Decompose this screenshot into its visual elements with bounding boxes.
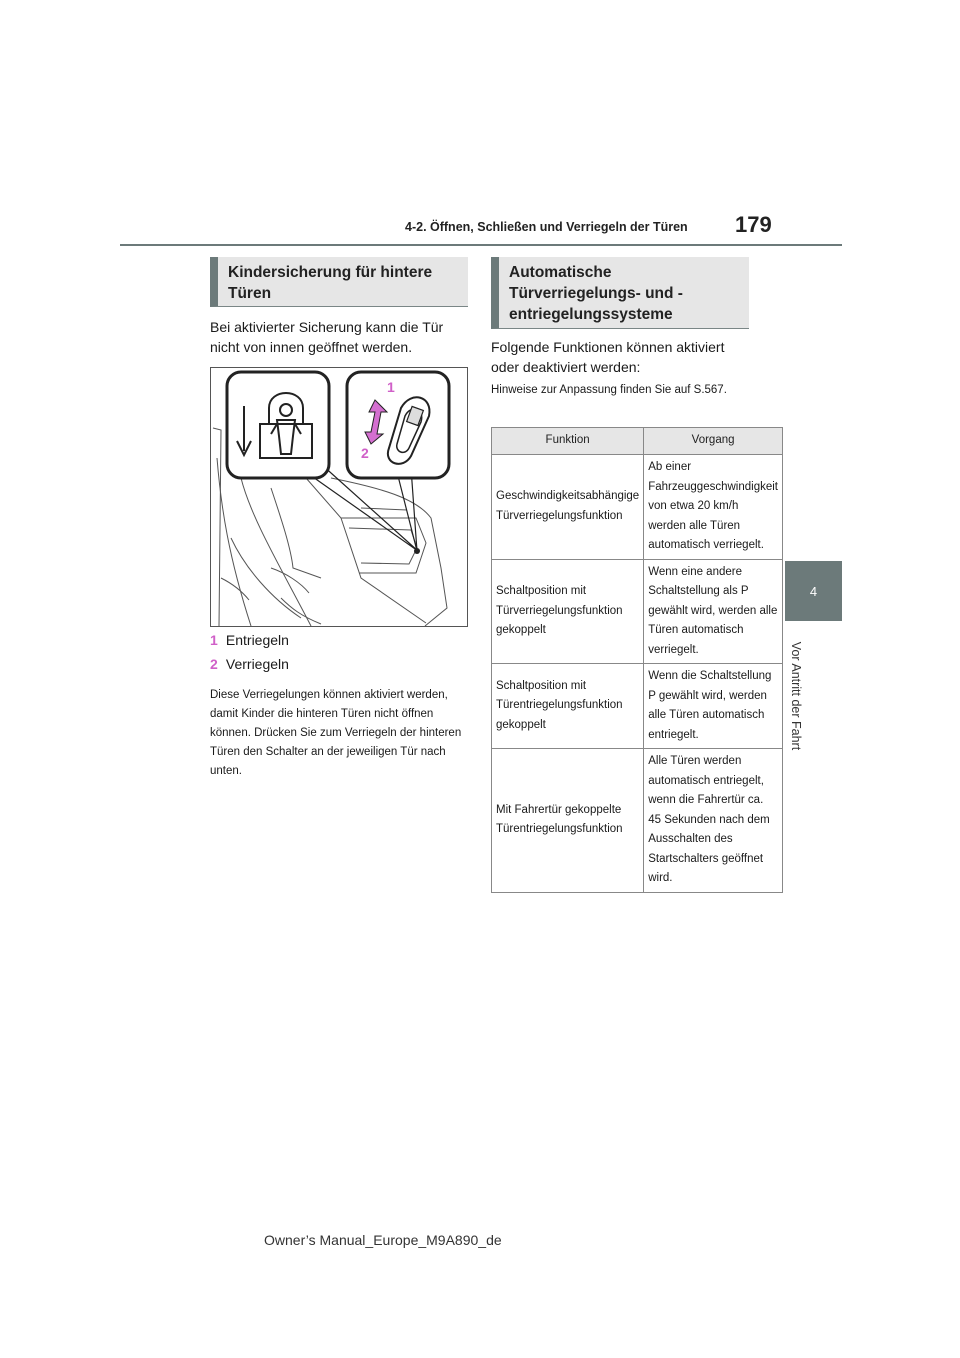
list-item [210,656,289,672]
table-cell-funktion: Mit Fahrertür gekoppelte Türentriegelungsfunktion [492,749,644,893]
function-table [491,427,783,893]
table-cell-vorgang: Alle Türen werden automatisch entriegelt, wenn die Fahrertür ca. 45 Sekunden nach dem Ausschalten des Startschalters geöffnet wird. [644,749,783,893]
callout-label-1: 1 [387,379,395,395]
chapter-title: Vor Antritt der Fahrt [789,641,803,750]
header-divider [120,244,842,246]
page-number: 179 [735,212,772,237]
table-row [492,749,783,893]
table-cell-funktion: Schaltposition mit Türverriegelungsfunktion gekoppelt [492,559,644,664]
list-item [210,632,289,648]
door-illustration [211,368,467,626]
item-number: 2 [210,656,218,672]
column-header-vorgang: Vorgang [644,428,783,455]
table-cell-vorgang: Ab einer Fahrzeuggeschwindigkeit von etwa 20 km/h werden alle Türen automatisch verriegelt. [644,455,783,560]
table-row [492,559,783,664]
item-label: Verriegeln [225,656,289,672]
table-cell-vorgang: Wenn eine andere Schaltstellung als P gewählt wird, werden alle Türen automatisch verriegelt. [644,559,783,664]
footer-manual-id: Owner’s Manual_Europe_M9A890_de [264,1232,502,1248]
item-label: Entriegeln [225,632,289,648]
table-header-row [492,428,783,455]
kindersicherung-title: Kindersicherung für hintere Türen [210,257,468,307]
automatik-hint: Hinweise zur Anpassung finden Sie auf S.567. [491,384,727,396]
item-number: 1 [210,632,218,648]
table-cell-funktion: Geschwindigkeitsabhängige Türverriegelungsfunktion [492,455,644,560]
chapter-number: 4 [809,583,818,599]
kindersicherung-note: Diese Verriegelungen können aktiviert werden, damit Kinder die hinteren Türen nicht öffnen können. Drücken Sie zum Verriegeln der hinteren Türen den Schalter an der jeweiligen Tür nach unten. [210,689,462,777]
automatik-intro: Folgende Funktionen können aktiviert oder deaktiviert werden: [491,339,725,375]
automatik-title: Automatische Türverriegelungs- und -entriegelungssysteme [491,257,749,329]
child-lock-illustration [210,367,468,627]
chapter-title-vertical [783,628,809,763]
kindersicherung-intro: Bei aktivierter Sicherung kann die Tür nicht von innen geöffnet werden. [210,319,444,355]
table-cell-vorgang: Wenn die Schaltstellung P gewählt wird, werden alle Türen automatisch entriegelt. [644,664,783,749]
callout-label-2: 2 [361,445,369,461]
column-header-funktion: Funktion [492,428,644,455]
table-row [492,455,783,560]
table-cell-funktion: Schaltposition mit Türentriegelungsfunktion gekoppelt [492,664,644,749]
section-header: 4-2. Öffnen, Schließen und Verriegeln der Türen [405,220,688,234]
chapter-tab [785,561,842,621]
table-row [492,664,783,749]
